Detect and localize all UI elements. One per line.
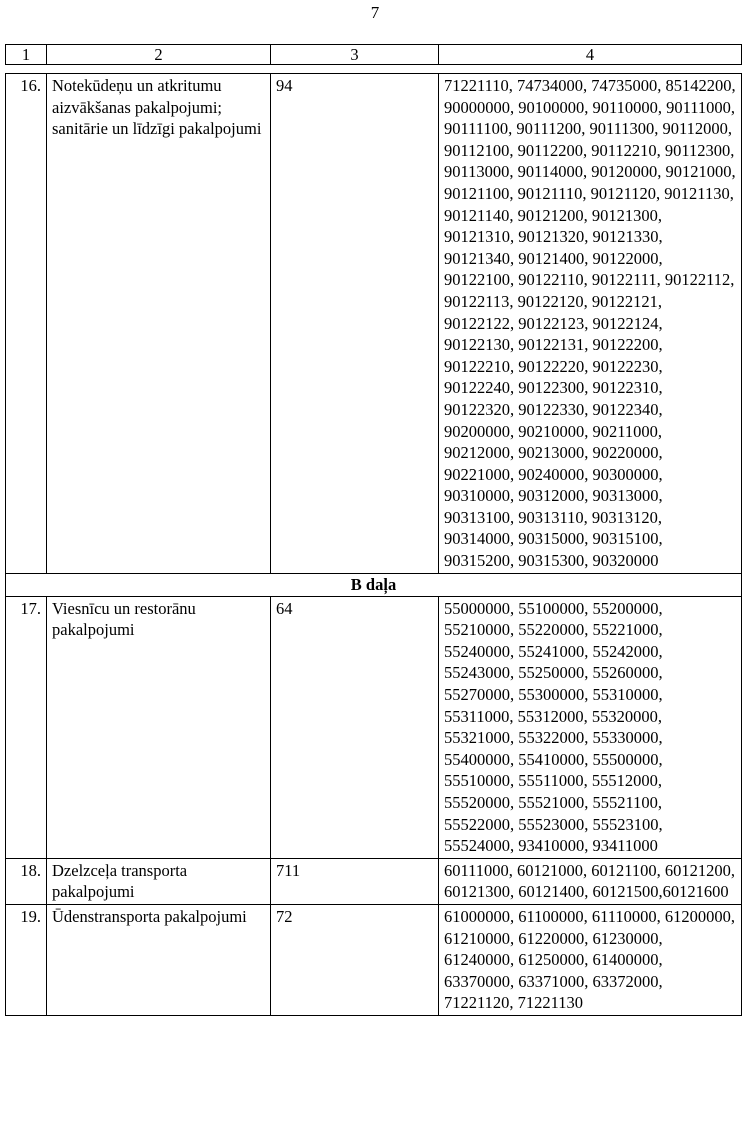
cpv-codes: 61000000, 61100000, 61110000, 61200000, 61210000, 61220000, 61230000, 61240000, 61250000, 61400000, 63370000, 63371000, 63372000, 71221120, 71221130	[439, 904, 742, 1015]
header-cell-2: 2	[47, 45, 271, 65]
header-cell-3: 3	[271, 45, 439, 65]
header-cell-1: 1	[6, 45, 47, 65]
cpv-codes: 71221110, 74734000, 74735000, 85142200, 90000000, 90100000, 90110000, 90111000, 90111100, 90111200, 90111300, 90112000, 90112100, 90112200, 90112210, 90112300, 90113000, 90114000, 90120000, 90121000, 90121100, 90121110, 90121120, 90121130, 90121140, 90121200, 90121300, 90121310, 90121320, 90121330, 90121340, 90121400, 90122000, 90122100, 90122110, 90122111, 90122112, 90122113, 90122120, 90122121, 90122122, 90122123, 90122124, 90122130, 90122131, 90122200, 90122210, 90122220, 90122230, 90122240, 90122300, 90122310, 90122320, 90122330, 90122340, 90200000, 90210000, 90211000, 90212000, 90213000, 90220000, 90221000, 90240000, 90300000, 90310000, 90312000, 90313000, 90313100, 90313110, 90313120, 90314000, 90315000, 90315100, 90315200, 90315300, 90320000	[439, 74, 742, 574]
service-name: Notekūdeņu un atkritumu aizvākšanas pakalpojumi; sanitārie un līdzīgi pakalpojumi	[47, 74, 271, 574]
section-b-title: B daļa	[6, 573, 742, 596]
cpv-codes: 60111000, 60121000, 60121100, 60121200, 60121300, 60121400, 60121500,60121600	[439, 858, 742, 904]
table-row	[6, 904, 742, 1015]
row-number: 16.	[6, 74, 47, 574]
table-row	[6, 74, 742, 574]
service-name: Dzelzceļa transporta pakalpojumi	[47, 858, 271, 904]
header-row	[6, 45, 742, 65]
cpv-codes: 55000000, 55100000, 55200000, 55210000, 55220000, 55221000, 55240000, 55241000, 55242000, 55243000, 55250000, 55260000, 55270000, 55300000, 55310000, 55311000, 55312000, 55320000, 55321000, 55322000, 55330000, 55400000, 55410000, 55500000, 55510000, 55511000, 55512000, 55520000, 55521000, 55521100, 55522000, 55523000, 55523100, 55524000, 93410000, 93411000	[439, 596, 742, 858]
row-number: 17.	[6, 596, 47, 858]
page-number: 7	[370, 3, 380, 22]
table-row	[6, 596, 742, 858]
service-code: 94	[271, 74, 439, 574]
table-row	[6, 858, 742, 904]
service-code: 64	[271, 596, 439, 858]
service-code: 711	[271, 858, 439, 904]
spacer-row	[6, 65, 742, 74]
services-table	[5, 44, 742, 1016]
service-name: Viesnīcu un restorānu pakalpojumi	[47, 596, 271, 858]
row-number: 19.	[6, 904, 47, 1015]
service-code: 72	[271, 904, 439, 1015]
header-cell-4: 4	[439, 45, 742, 65]
section-header-row	[6, 573, 742, 596]
row-number: 18.	[6, 858, 47, 904]
service-name: Ūdenstransporta pakalpojumi	[47, 904, 271, 1015]
